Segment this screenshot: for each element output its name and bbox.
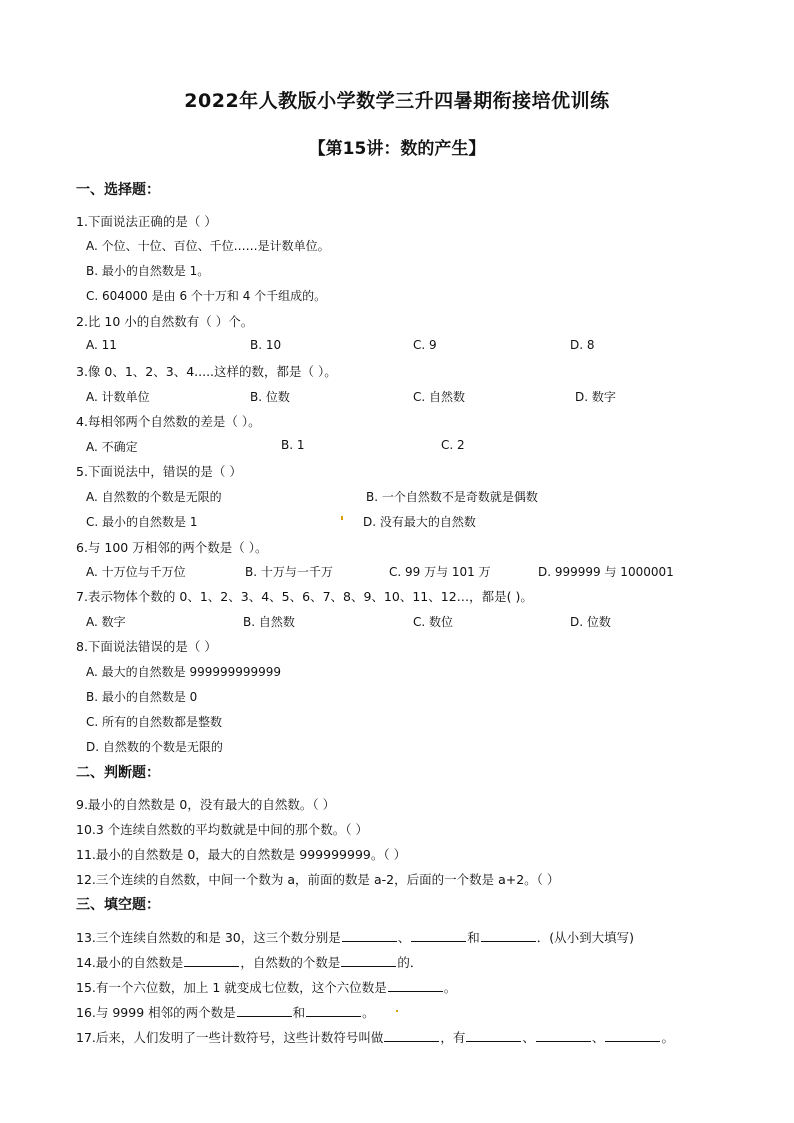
question-14-text: 14.最小的自然数是 (76, 955, 184, 970)
question-3-option-b: B. 位数 (250, 390, 290, 404)
question-16-text-b: 和 (292, 1005, 306, 1020)
answer-blank[interactable] (605, 1029, 660, 1042)
question-13-text: 13.三个连续自然数的和是 30，这三个数分别是 (76, 930, 341, 945)
answer-blank[interactable] (388, 979, 443, 992)
answer-blank[interactable] (341, 954, 396, 967)
question-3-option-d: D. 数字 (575, 390, 616, 404)
question-4-option-a: A. 不确定 (86, 440, 138, 454)
question-17-text-b: ，有 (440, 1030, 466, 1045)
question-4-option-c: C. 2 (441, 438, 465, 452)
answer-blank[interactable] (536, 1029, 591, 1042)
question-11: 11.最小的自然数是 0，最大的自然数是 999999999。（ ） (76, 847, 407, 862)
question-4-stem: 4.每相邻两个自然数的差是（ ）。 (76, 414, 261, 429)
question-6-stem: 6.与 100 万相邻的两个数是（ ）。 (76, 540, 268, 555)
question-5-option-a: A. 自然数的个数是无限的 (86, 490, 222, 504)
question-1-stem: 1.下面说法正确的是（ ） (76, 214, 217, 229)
question-16-tail: 。 (362, 1005, 375, 1020)
answer-blank[interactable] (237, 1004, 292, 1017)
question-5-option-d: D. 没有最大的自然数 (363, 515, 476, 529)
question-6-option-b: B. 十万与一千万 (245, 565, 333, 579)
section-choice-heading: 一、选择题： (76, 182, 160, 198)
question-5-option-c: C. 最小的自然数是 1 (86, 515, 198, 529)
question-4-option-b: B. 1 (281, 438, 305, 452)
question-2-option-c: C. 9 (413, 338, 437, 352)
question-13 (76, 928, 634, 946)
question-2-stem: 2.比 10 小的自然数有（ ）个。 (76, 314, 254, 329)
question-3-option-c: C. 自然数 (413, 390, 466, 404)
question-14-text-b: ，自然数的个数是 (240, 955, 341, 970)
question-8-option-a: A. 最大的自然数是 999999999999 (86, 665, 282, 679)
question-7-option-a: A. 数字 (86, 615, 126, 629)
question-14-tail: 的． (397, 955, 423, 970)
question-6-option-d: D. 999999 与 1000001 (538, 565, 674, 579)
question-2-option-a: A. 11 (86, 338, 117, 352)
question-1-option-c: C. 604000 是由 6 个十万和 4 个千组成的。 (86, 289, 327, 303)
question-15-text: 15.有一个六位数，加上 1 就变成七位数，这个六位数是 (76, 980, 387, 995)
question-2-option-b: B. 10 (250, 338, 282, 352)
question-13-sep: 和 (467, 930, 480, 945)
stray-mark (396, 1010, 398, 1012)
question-10: 10.3 个连续自然数的平均数就是中间的那个数。（ ） (76, 822, 369, 837)
question-7-option-b: B. 自然数 (243, 615, 295, 629)
question-3-stem: 3.像 0、1、2、3、4.....这样的数，都是（ ）。 (76, 364, 337, 379)
question-12: 12.三个连续的自然数，中间一个数为 a，前面的数是 a-2，后面的一个数是 a+2。（ ） (76, 872, 560, 887)
question-17-sep: 、 (522, 1030, 535, 1045)
question-15 (76, 978, 456, 996)
answer-blank[interactable] (384, 1029, 439, 1042)
question-7-stem: 7.表示物体个数的 0、1、2、3、4、5、6、7、8、9、10、11、12…，都是( )。 (76, 589, 533, 604)
question-7-option-d: D. 位数 (570, 615, 611, 629)
question-2-option-d: D. 8 (570, 338, 595, 352)
question-6-option-a: A. 十万位与千万位 (86, 565, 186, 579)
lesson-subtitle: 【第15讲：数的产生】 (308, 139, 486, 159)
question-5-option-b: B. 一个自然数不是奇数就是偶数 (366, 490, 538, 504)
stray-mark (341, 516, 343, 520)
section-fill-heading: 三、填空题： (76, 897, 160, 913)
question-7-option-c: C. 数位 (413, 615, 454, 629)
question-5-stem: 5.下面说法中，错误的是（ ） (76, 464, 242, 479)
question-8-option-b: B. 最小的自然数是 0 (86, 690, 198, 704)
question-1-option-a: A. 个位、十位、百位、千位……是计数单位。 (86, 239, 330, 253)
answer-blank[interactable] (306, 1004, 361, 1017)
question-17-tail: 。 (661, 1030, 674, 1045)
page-title: 2022年人教版小学数学三升四暑期衔接培优训练 (184, 90, 610, 112)
question-9: 9.最小的自然数是 0，没有最大的自然数。（ ） (76, 797, 336, 812)
answer-blank[interactable] (466, 1029, 521, 1042)
question-15-tail: 。 (443, 980, 457, 995)
answer-blank[interactable] (184, 954, 239, 967)
question-14 (76, 953, 422, 971)
question-13-tail: ．(从小到大填写) (536, 930, 635, 945)
question-16 (76, 1003, 375, 1021)
question-1-option-b: B. 最小的自然数是 1。 (86, 264, 210, 278)
answer-blank[interactable] (481, 929, 536, 942)
question-17-text: 17.后来，人们发明了一些计数符号，这些计数符号叫做 (76, 1030, 384, 1045)
question-6-option-c: C. 99 万与 101 万 (389, 565, 491, 579)
answer-blank[interactable] (342, 929, 397, 942)
question-17-sep: 、 (591, 1030, 605, 1045)
question-16-text: 16.与 9999 相邻的两个数是 (76, 1005, 236, 1020)
question-3-option-a: A. 计数单位 (86, 390, 150, 404)
question-17 (76, 1028, 674, 1046)
question-8-option-d: D. 自然数的个数是无限的 (86, 740, 223, 754)
question-13-sep: 、 (397, 930, 411, 945)
section-judge-heading: 二、判断题： (76, 765, 160, 781)
question-8-option-c: C. 所有的自然数都是整数 (86, 715, 223, 729)
answer-blank[interactable] (411, 929, 466, 942)
question-8-stem: 8.下面说法错误的是（ ） (76, 639, 217, 654)
